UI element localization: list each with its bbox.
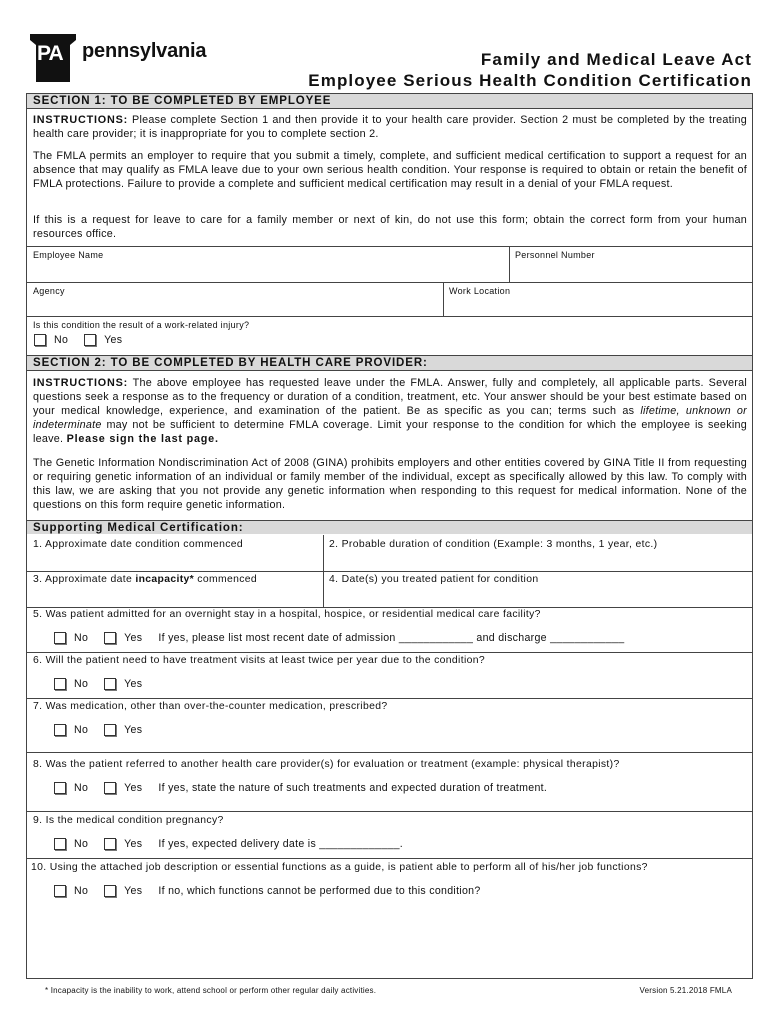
work-location-label: Work Location (449, 286, 511, 296)
q8-yes-checkbox[interactable] (104, 782, 116, 794)
probable-duration-field[interactable] (325, 553, 751, 571)
q6-no-checkbox[interactable] (54, 678, 66, 690)
section2-heading: SECTION 2: TO BE COMPLETED BY HEALTH CARE PROVIDER: (27, 355, 752, 371)
q6-yes-checkbox[interactable] (104, 678, 116, 690)
divider (27, 282, 752, 283)
section2-instructions-text-a: The above employee has requested leave under the FMLA. Answer, fully and completely, all applicable parts. Several questions seek a response as to the frequency or duration of a condition, treatment, etc. Your answer should be your best estimate based on your medical knowledge, experience, and examination of the patient. Be as specific as you can; terms such as (33, 377, 747, 417)
divider (27, 698, 752, 699)
question-3-label (33, 574, 257, 585)
section2-instructions-label: INSTRUCTIONS: (33, 377, 128, 389)
q10-yes-checkbox[interactable] (104, 885, 116, 897)
section1-instructions (33, 113, 747, 141)
question-2-label: 2. Probable duration of condition (Example: 3 months, 1 year, etc.) (329, 539, 658, 550)
no-label: No (74, 838, 89, 850)
form-title-line2: Employee Serious Health Condition Certification (308, 71, 752, 90)
pennsylvania-logo (30, 34, 225, 82)
q9-yes-checkbox[interactable] (104, 838, 116, 850)
logo-state-name: pennsylvania (82, 40, 207, 62)
question-8-label: 8. Was the patient referred to another health care provider(s) for evaluation or treatment (example: physical therapist)? (33, 759, 620, 770)
employee-name-field[interactable] (27, 262, 507, 280)
functions-not-performed-field[interactable] (33, 904, 745, 974)
question-3-incapacity: incapacity* (135, 574, 195, 585)
q7-no-checkbox[interactable] (54, 724, 66, 736)
divider (27, 607, 752, 608)
question-7-options (54, 724, 142, 736)
no-label: No (74, 885, 89, 897)
work-injury-yes-checkbox[interactable] (84, 334, 96, 346)
question-10-label: 10. Using the attached job description or essential functions as a guide, is patient able to perform all of his/her job functions? (31, 862, 648, 873)
section1-family-paragraph: If this is a request for leave to care for a family member or next of kin, do not use this form; obtain the correct form from your human resources office. (33, 214, 747, 240)
question-7-label: 7. Was medication, other than over-the-counter medication, prescribed? (33, 701, 388, 712)
question-9-options (54, 838, 403, 850)
yes-label: Yes (124, 782, 143, 794)
section2-instructions-text-b: may not be sufficient to determine FMLA coverage. Limit your response to the condition for which the employee is seeking leave. (33, 419, 747, 445)
section1-instructions-label: INSTRUCTIONS: (33, 114, 128, 126)
divider (443, 282, 444, 316)
question-5-options (54, 632, 624, 644)
agency-field[interactable] (27, 298, 441, 314)
q7-yes-checkbox[interactable] (104, 724, 116, 736)
divider (27, 316, 752, 317)
yes-label: Yes (124, 885, 143, 897)
yes-label: Yes (124, 632, 143, 644)
divider (27, 652, 752, 653)
personnel-number-field[interactable] (511, 262, 751, 280)
divider (509, 246, 510, 282)
sign-last-page-note: Please sign the last page. (66, 433, 219, 445)
work-injury-options (34, 334, 122, 346)
section2-instructions-italic: lifetime, unknown or indeterminate (33, 405, 747, 431)
q5-followup: If yes, please list most recent date of admission ____________ and discharge ____________ (158, 632, 625, 644)
question-6-options (54, 678, 142, 690)
no-label: No (74, 724, 89, 736)
divider (27, 811, 752, 812)
q9-followup: If yes, expected delivery date is _____________. (158, 838, 404, 850)
no-label: No (74, 632, 89, 644)
question-6-label: 6. Will the patient need to have treatment visits at least twice per year due to the condition? (33, 655, 485, 666)
yes-label: Yes (104, 334, 123, 346)
divider (27, 246, 752, 247)
q8-no-checkbox[interactable] (54, 782, 66, 794)
yes-label: Yes (124, 838, 143, 850)
form-title-line1: Family and Medical Leave Act (480, 50, 752, 69)
divider (27, 858, 752, 859)
logo-abbreviation: PA (37, 42, 63, 65)
form-version: Version 5.21.2018 FMLA (639, 986, 732, 995)
section1-heading: SECTION 1: TO BE COMPLETED BY EMPLOYEE (27, 94, 752, 109)
section2-instructions (33, 376, 747, 446)
page-header (0, 0, 770, 95)
yes-label: Yes (124, 678, 143, 690)
q9-no-checkbox[interactable] (54, 838, 66, 850)
agency-label: Agency (33, 286, 65, 296)
question-10-options (54, 885, 481, 897)
work-injury-no-checkbox[interactable] (34, 334, 46, 346)
no-label: No (54, 334, 69, 346)
gina-paragraph: The Genetic Information Nondiscrimination Act of 2008 (GINA) prohibits employers and other entities covered by GINA Title II from requesting or requiring genetic information of an individual or family member of the individual, except as specifically allowed by this law. To comply with this law, we are asking that you not provide any genetic information when responding to this request for medical information. None of the questions on this form require genetic information. (33, 457, 747, 511)
question-9-label: 9. Is the medical condition pregnancy? (33, 815, 224, 826)
personnel-number-label: Personnel Number (515, 250, 595, 260)
q8-followup: If yes, state the nature of such treatments and expected duration of treatment. (158, 782, 548, 794)
treatment-dates-field[interactable] (325, 588, 751, 606)
fmla-form (26, 93, 753, 979)
section1-fmla-paragraph: The FMLA permits an employer to require that you submit a timely, complete, and sufficient medical certification to support a request for an absence that may qualify as FMLA leave due to your own serious health condition. Your response is required to obtain or retain the benefit of FMLA protections. Failure to provide a complete and sufficient medical certification may result in a denial of your FMLA request. (33, 150, 747, 190)
q5-no-checkbox[interactable] (54, 632, 66, 644)
question-3-text-a: 3. Approximate date (33, 574, 133, 585)
no-label: No (74, 782, 89, 794)
q5-yes-checkbox[interactable] (104, 632, 116, 644)
work-injury-question: Is this condition the result of a work-related injury? (33, 320, 250, 330)
question-4-label: 4. Date(s) you treated patient for condition (329, 574, 539, 585)
q10-followup: If no, which functions cannot be performed due to this condition? (158, 885, 481, 897)
question-1-label: 1. Approximate date condition commenced (33, 539, 244, 550)
divider (27, 752, 752, 753)
question-3-text-b: commenced (197, 574, 258, 585)
yes-label: Yes (124, 724, 143, 736)
divider (27, 571, 752, 572)
condition-commenced-date-field[interactable] (27, 553, 321, 571)
section1-instructions-text: Please complete Section 1 and then provide it to your health care provider. Section 2 must be completed by the treating health care provider; it is inappropriate for you to complete section 2. (33, 114, 747, 140)
question-5-label: 5. Was patient admitted for an overnight stay in a hospital, hospice, or residential medical care facility? (33, 609, 541, 620)
question-8-options (54, 782, 547, 794)
q10-no-checkbox[interactable] (54, 885, 66, 897)
supporting-medical-certification-heading: Supporting Medical Certification: (27, 520, 752, 534)
incapacity-commenced-date-field[interactable] (27, 588, 321, 606)
work-location-field[interactable] (445, 298, 751, 314)
no-label: No (74, 678, 89, 690)
incapacity-footnote: * Incapacity is the inability to work, attend school or perform other regular daily activities. (45, 986, 377, 995)
employee-name-label: Employee Name (33, 250, 104, 260)
